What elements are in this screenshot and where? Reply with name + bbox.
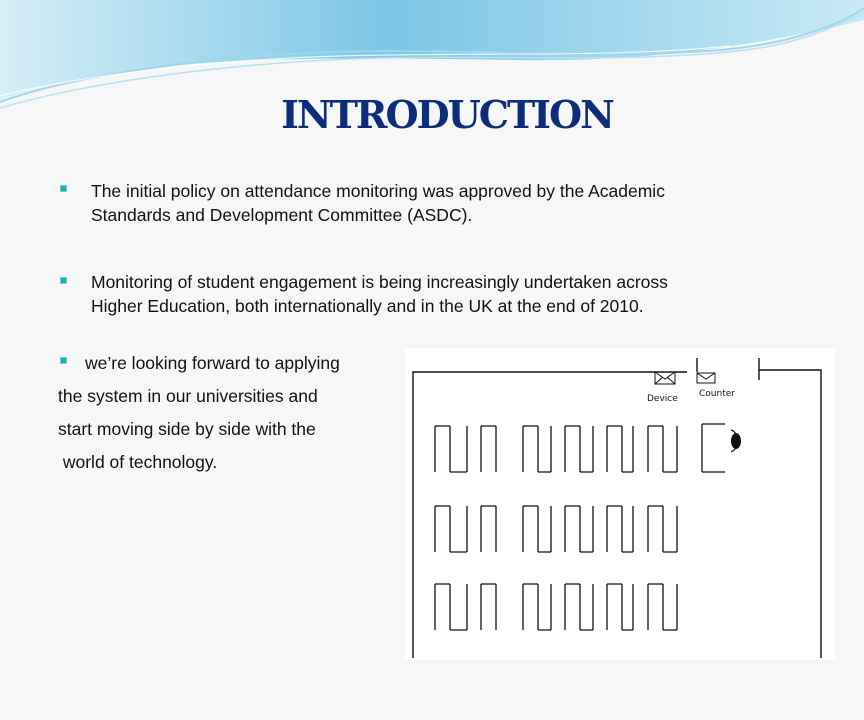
bullet-2-line-2: Higher Education, both internationally and in the UK at the end of 2010.: [91, 296, 644, 316]
bullet-3-line-2: the system in our universities and: [58, 386, 318, 406]
classroom-floorplan: [405, 348, 835, 660]
bullet-3-line-1: we’re looking forward to applying: [85, 353, 340, 373]
bullet-icon: [60, 277, 67, 284]
bullet-3-line-3: start moving side by side with the: [58, 419, 316, 439]
desk-row-2: [435, 506, 677, 552]
room-wall-left-top: [413, 372, 687, 658]
bullet-1-line-2: Standards and Development Committee (ASDC).: [91, 205, 473, 225]
counter-label: Counter: [699, 389, 735, 399]
bullet-icon: [60, 357, 67, 364]
envelope-icon: [655, 372, 675, 384]
bullet-2-line-1: Monitoring of student engagement is being increasingly undertaken across: [91, 272, 668, 292]
slide-title: INTRODUCTION: [281, 92, 613, 137]
bullet-1-line-1: The initial policy on attendance monitoring was approved by the Academic: [91, 181, 665, 201]
desk-row-3: [435, 584, 677, 630]
bullet-3-line-4: world of technology.: [58, 452, 218, 472]
room-wall-right: [759, 370, 821, 658]
bullet-icon: [60, 185, 67, 192]
envelope-icon: [697, 373, 715, 383]
desk-row-1: [435, 424, 725, 472]
classroom-layout-diagram: [405, 348, 835, 660]
teacher-figure: [731, 430, 741, 452]
device-label: Device: [647, 394, 678, 404]
